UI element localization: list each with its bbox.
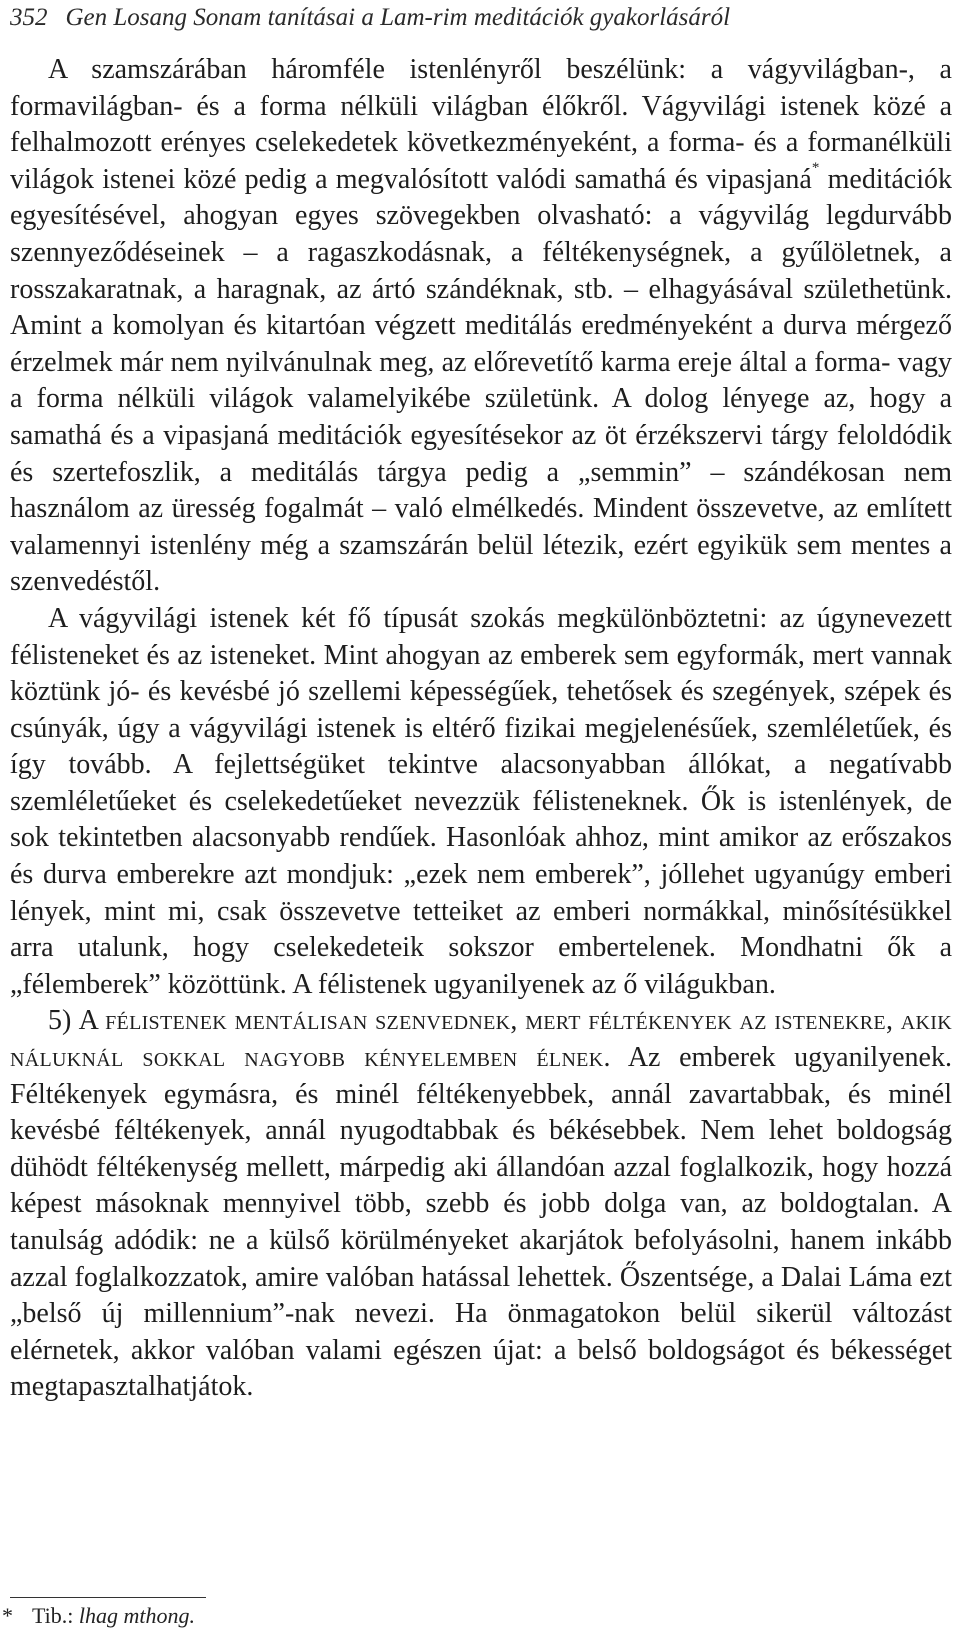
body-text [10, 52, 952, 1406]
footnote [0, 1601, 930, 1631]
footnote-divider [10, 1597, 206, 1598]
footnote-label: Tib.: [32, 1603, 79, 1628]
footnote-reference[interactable]: * [811, 159, 820, 176]
footnote-mark: * [2, 1603, 13, 1628]
running-header [10, 2, 940, 34]
running-title: Gen Losang Sonam tanításai a Lam-rim meditációk gyakorlásáról [65, 4, 731, 31]
paragraph-1 [10, 52, 952, 601]
paragraph-1-part-a: A szamszárában háromféle istenlényről beszélünk: a vágyvilágban-, a formavilágban- és a forma nélküli világban élőkről. Vágyvilági istenek közé a felhalmozott erényes cselekedetek következményeként, a forma- és a formanélküli világok istenei közé pedig a megvalósított valódi samathá és vipasjaná [10, 54, 952, 195]
paragraph-2: A vágyvilági istenek két fő típusát szokás megkülönböztetni: az úgynevezett félisteneket és az isteneket. Mint ahogyan az emberek sem egyformák, mert vannak köztünk jó- és kevésbé jó szellemi képességűek, tehetősek és szegények, szépek és csúnyák, úgy a vágyvilági istenek is eltérő fizikai megjelenésűek, szemléletűek, és így tovább. A fejlettségüket tekintve alacsonyabban állókat, a negatívabb szemléletűeket és cselekedetűeket nevezzük félisteneknek. Ők is istenlények, de sok tekintetben alacsonyabb rendűek. Hasonlóak ahhoz, mint amikor az erőszakos és durva emberekre azt mondjuk: „ezek nem emberek”, jóllehet ugyanúgy emberi lények, mint mi, csak összevetve tetteiket az emberi normákkal, minősítésükkel arra utalunk, hogy cselekedeteik sokszor embertelenek. Mondhatni ők a „félemberek” közöttünk. A félistenek ugyanilyenek az ő világukban. [10, 602, 952, 1000]
page-number: 352 [10, 4, 48, 31]
paragraph-3-text: Az emberek ugyanilyenek. Féltékenyek egymásra, és minél féltékenyebbek, annál zavartabbak, és minél kevésbé féltékenyek, annál nyugodtabbak és békésebbek. Nem lehet boldogság dühödt féltékenység mellett, márpedig aki állandóan azzal foglalkozik, hogy hozzá képest másoknak mennyivel több, szebb és jobb dolga van, az boldogtalan. A tanulság adódik: ne a külső körülményeket akarjátok befolyásolni, hanem inkább azzal foglalkozzatok, amire valóban hatással lehettek. Őszentsége, a Dalai Láma ezt „belső új millennium”-nak nevezi. Ha önmagatokon belül sikerül változást elérnetek, akkor valóban valami egészen újat: a belső boldogságot és békességet megtapasztalhatjátok. [10, 1042, 952, 1403]
paragraph-1-part-b: meditációk egyesítésével, ahogyan egyes szövegekben olvasható: a vágyvilág legdurvább szennyeződéseinek – a ragaszkodásnak, a féltékenységnek, a gyűlöletnek, a rosszakaratnak, a haragnak, az ártó szándéknak, stb. – elhagyásával születhetünk. Amint a komolyan és kitartóan végzett meditálás eredményeként a durva mérgező érzelmek már nem nyilvánulnak meg, az előrevetítő karma ereje által a forma- vagy a forma nélküli világok valamelyikébe születünk. A dolog lényege az, hogy a samathá és a vipasjaná meditációk egyesítésekor az öt érzékszervi tárgy feloldódik és szertefoszlik, a meditálás tárgya pedig a „semmin” – szándékosan nem használom az üresség fogalmát – való elmélkedés. Mindent összevetve, az említett valamennyi istenlény még a szamszárán belül létezik, ezért egyikük sem mentes a szenvedéstől. [10, 163, 953, 598]
section-number: 5) [48, 1005, 79, 1037]
footnote-term: lhag mthong. [78, 1603, 196, 1628]
paragraph-3 [10, 1003, 952, 1406]
section-heading: A félistenek mentálisan szenvednek, mert féltékenyek az istenekre, akik náluknál sokkal nagyobb kényelemben élnek. [10, 1005, 952, 1074]
